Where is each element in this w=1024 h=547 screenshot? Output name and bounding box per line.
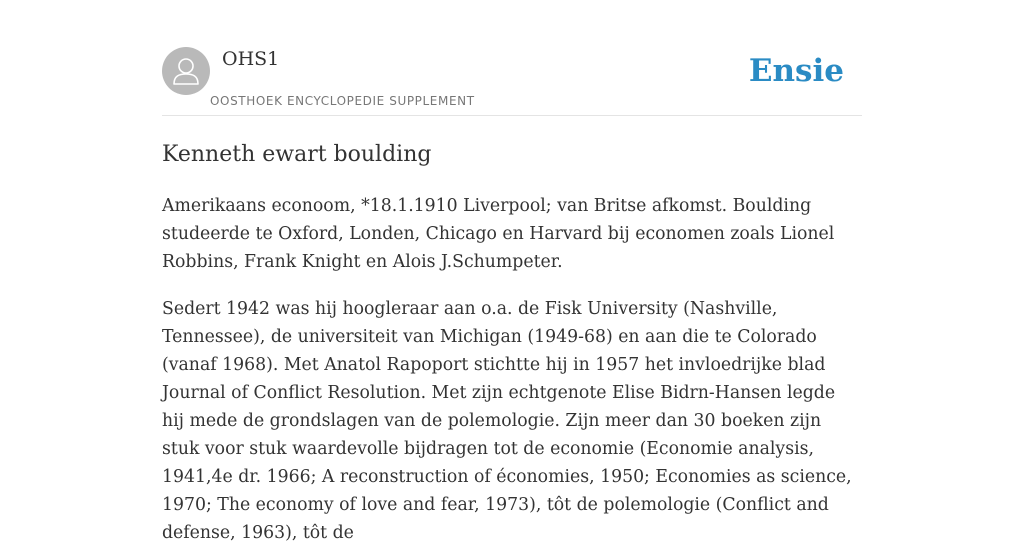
source-code[interactable]: OHS1 [222,48,280,70]
source-header [162,47,862,116]
page [162,0,862,547]
article-paragraph-1: Amerikaans econoom, *18.1.1910 Liverpool; van Britse afkomst. Boulding studeerde te Oxford, Londen, Chicago en Harvard bij economen zoals Lionel Robbins, Frank Knight en Alois J.Schumpeter. [162,196,835,272]
user-placeholder-icon[interactable] [162,47,210,95]
article-paragraph-2: Sedert 1942 was hij hoogleraar aan o.a. de Fisk University (Nashville, Tennessee), de universiteit van Michigan (1949-68) en aan die te Colorado (vanaf 1968). Met Anatol Rapoport stichtte hij in 1957 het invloedrijke blad Journal of Conflict Resolution. Met zijn echtgenote Elise Bidrn-Hansen legde hij mede de grondslagen van de polemologie. Zijn meer dan 30 boeken zijn stuk voor stuk waardevolle bijdragen tot de economie (Economie analysis, 1941,4e dr. 1966; A reconstruction of économies, 1950; Economies as science, 1970; The economy of love and fear, 1973), tôt de polemologie (Conflict and defense, 1963), tôt de [162,299,852,543]
article-title: Kenneth ewart boulding [162,142,432,167]
source-name: OOSTHOEK ENCYCLOPEDIE SUPPLEMENT [210,94,475,108]
ensie-logo[interactable]: Ensie [748,53,844,89]
